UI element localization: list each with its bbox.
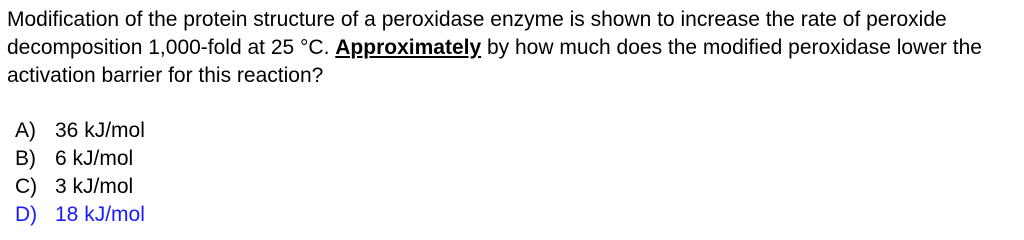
question-text-after: by how much does the modified peroxidase lower the activation barrier for this reaction? — [7, 36, 982, 87]
choice-text: 18 kJ/mol — [55, 203, 145, 226]
choice-b[interactable] — [15, 145, 145, 173]
choice-letter: B) — [15, 147, 36, 170]
choice-letter: A) — [15, 119, 36, 142]
question-text — [7, 6, 1019, 90]
choice-text: 36 kJ/mol — [55, 119, 145, 142]
answer-choices — [15, 117, 145, 229]
choice-letter: C) — [15, 175, 38, 198]
question-text-before: Modification of the protein structure of a peroxidase enzyme is shown to increase the rate of peroxide decomposition 1,000-fold at 25 °C. — [7, 8, 947, 59]
choice-text: 6 kJ/mol — [55, 147, 134, 170]
choice-d[interactable] — [15, 201, 145, 229]
choice-a[interactable] — [15, 117, 145, 145]
choice-c[interactable] — [15, 173, 145, 201]
question-emphasis: Approximately — [335, 36, 482, 59]
choice-letter: D) — [15, 203, 38, 226]
choice-text: 3 kJ/mol — [55, 175, 134, 198]
